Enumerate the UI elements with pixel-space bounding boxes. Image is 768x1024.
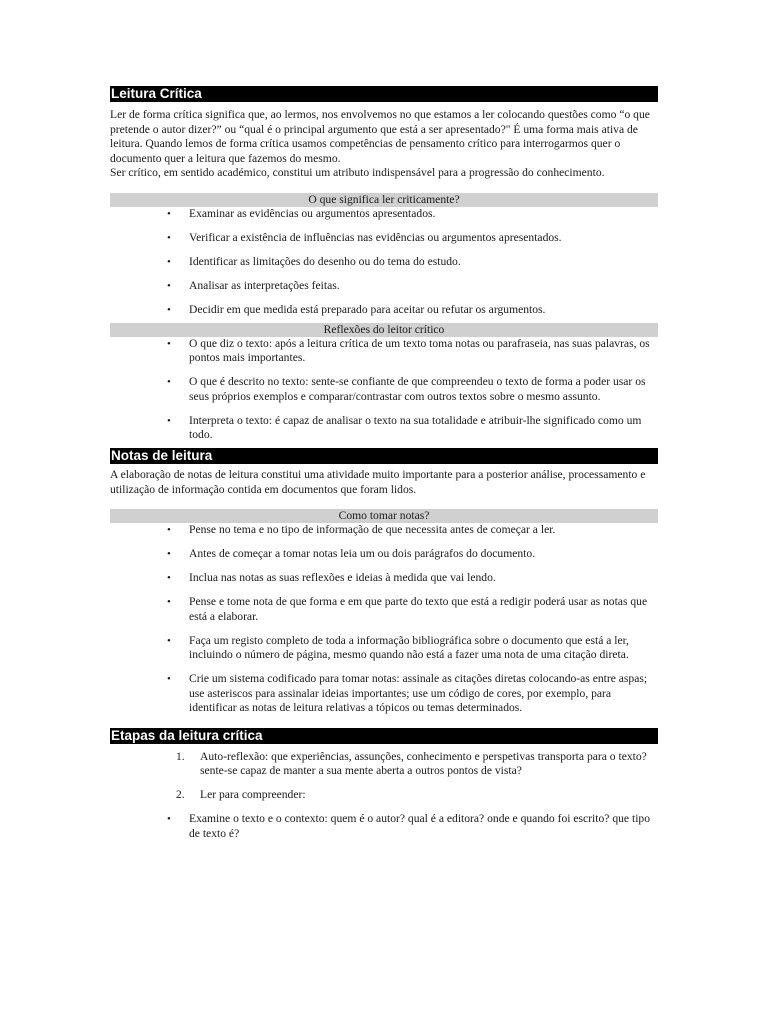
list-item-text: Pense no tema e no tipo de informação de que necessita antes de começar a ler. [189,523,556,536]
step-number: 2. [176,788,185,801]
list-item-text: Examinar as evidências ou argumentos apresentados. [189,206,436,220]
list-item [110,303,658,318]
list-item [110,375,658,404]
subheader-o-que-significa: O que significa ler criticamente? [110,193,658,207]
list-item-text: Interpreta o texto: é capaz de analisar o texto na sua totalidade e atribuir-lhe significado como um todo. [189,413,642,441]
bullet-icon: • [167,376,171,388]
step-text: Ler para compreender: [200,788,306,801]
bullet-icon: • [167,255,171,268]
bullet-icon: • [167,279,171,292]
leitura-intro-paragraph-2: Ser crítico, em sentido académico, constitui um atributo indispensável para a progressão do conhecimento. [110,166,605,179]
list-item [110,523,658,538]
list-item-text: O que é descrito no texto: sente-se confiante de que compreendeu o texto de forma a poder usar os seus próprios exemplos e comparar/contrastar com outros textos sobre o mesmo assunto. [189,375,646,403]
bullet-icon: • [167,303,171,316]
etapas-bullet-list [110,812,658,841]
list-item [110,672,658,716]
step-item [110,788,658,803]
bullet-icon: • [167,673,171,685]
bullet-icon: • [167,548,171,560]
step-text: Auto-reflexão: que experiências, assunções, conhecimento e perspetivas transporta para o texto? sente-se capaz de manter a sua mente aberta a outros pontos de vista? [200,749,647,777]
list-item [110,279,658,294]
bullet-icon: • [167,634,171,647]
step-item [110,750,658,779]
bullet-icon: • [167,207,171,220]
section-title-leitura-critica: Leitura Crítica [110,86,658,102]
list-item-text: Faça um registo completo de toda a informação bibliográfica sobre o documento que está a ler, incluindo o número de página, mesmo quando não está a fazer uma nota de uma citação direta. [189,633,629,661]
section-title-notas-de-leitura: Notas de leitura [110,448,658,464]
list-item-text: Analisar as interpretações feitas. [189,278,340,292]
list-item [110,337,658,366]
list-item-text: Identificar as limitações do desenho ou do tema do estudo. [189,254,461,268]
bullet-icon: • [167,813,171,825]
list-item [110,414,658,443]
list-item [110,547,658,562]
bullet-icon: • [167,572,171,584]
section-title-etapas: Etapas da leitura crítica [110,728,658,744]
list-item-text: Crie um sistema codificado para tomar notas: assinale as citações diretas colocando-as entre aspas; use asteriscos para assinalar ideias importantes; use um código de cores, por exemplo, para identificar as notas de leitura relativas a tópicos ou temas determinados. [189,672,648,714]
list-item-text: Verificar a existência de influências nas evidências ou argumentos apresentados. [189,230,562,244]
como-tomar-notas-list [110,523,658,716]
list-item [110,571,658,586]
list-item [110,255,658,270]
bullet-icon: • [167,596,171,608]
list-item-text: Pense e tome nota de que forma e em que parte do texto que está a redigir poderá usar as notas que está a elaborar. [189,595,648,623]
subheader-reflexoes: Reflexões do leitor crítico [110,323,658,337]
etapas-steps-list [110,750,658,803]
notas-intro-paragraph: A elaboração de notas de leitura constitui uma atividade muito importante para a posterior análise, processamento e utilização de informação contida em documentos que foram lidos. [110,468,646,496]
list-item-text: Antes de começar a tomar notas leia um ou dois parágrafos do documento. [189,547,536,560]
subheader-como-tomar-notas: Como tomar notas? [110,509,658,523]
bullet-icon: • [167,337,171,350]
list-item [110,634,658,663]
bullet-icon: • [167,414,171,427]
document-content [110,86,658,851]
list-item [110,231,658,246]
list-item [110,595,658,624]
list-item-text: Decidir em que medida está preparado para aceitar ou refutar os argumentos. [189,302,546,316]
bullet-icon: • [167,231,171,244]
bullet-icon: • [167,524,171,536]
reflexoes-list [110,337,658,443]
leitura-intro-paragraph: Ler de forma crítica significa que, ao lermos, nos envolvemos no que estamos a ler colocando questões como “o que pretende o autor dizer?” ou “qual é o principal argumento que está a ser apresentado?" É uma forma mais ativa de leitura. Quando lemos de forma crítica usamos competências de pensamento crítico para interrogarmos quer o documento quer a leitura que fazemos do mesmo. [110,108,650,165]
list-item [110,812,658,841]
list-item [110,207,658,222]
significa-list [110,207,658,318]
step-number: 1. [176,749,185,763]
list-item-text: Examine o texto e o contexto: quem é o autor? qual é a editora? onde e quando foi escrito? que tipo de texto é? [189,812,651,840]
list-item-text: Inclua nas notas as suas reflexões e ideias à medida que vai lendo. [189,571,496,584]
list-item-text: O que diz o texto: após a leitura crítica de um texto toma notas ou parafraseia, nas suas palavras, os pontos mais importantes. [189,336,650,364]
